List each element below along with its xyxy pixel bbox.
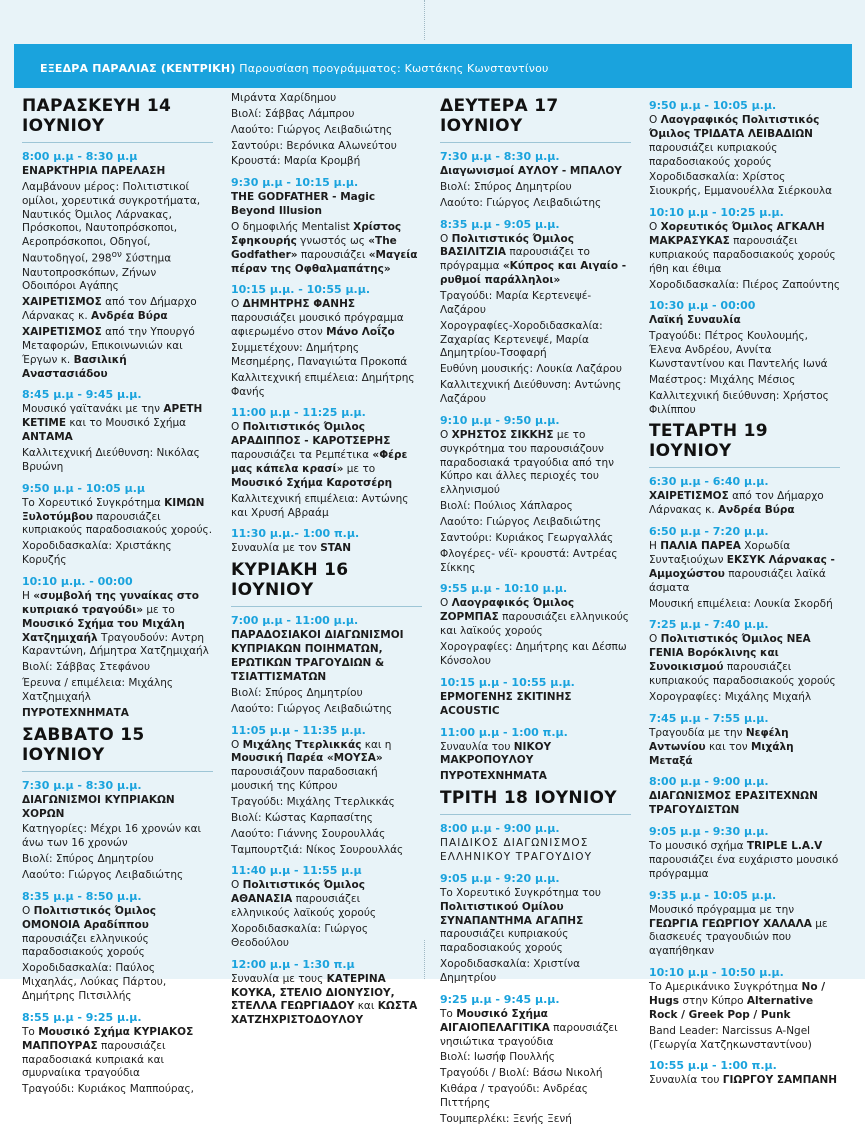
event-detail: Ο δημοφιλής Mentalist Χρίστος Σφηκουρής γνωστός ως «The Godfather» παρουσιάζει «Μαγεία πέραν της Οφθαλμαπάτης»	[231, 221, 418, 275]
event-detail: Κιθάρα / τραγούδι: Ανδρέας Πιττήρης	[440, 1083, 588, 1109]
event-detail: Ευθύνη μουσικής: Λουκία Λαζάρου	[440, 363, 622, 376]
event-detail: Ταμπουρτζιά: Νίκος Σουρουλλάς	[231, 843, 404, 856]
event-detail: Βιολί: Σάββας Λάμπρου	[231, 107, 355, 120]
event-time: 8:00 μ.μ - 8:30 μ.μ	[22, 150, 138, 163]
event-detail: Ο ΔΗΜΗΤΡΗΣ ΦΑΝΗΣ παρουσιάζει μουσικό πρόγραμμα αφιερωμένο στον Μάνο Λοΐζο	[231, 298, 404, 339]
event-detail: Διαγωνισμοί ΑΥΛΟΥ - ΜΠΑΛΟΥ	[440, 165, 622, 177]
event-detail: Καλλιτεχνική διεύθυνση: Χρήστος Φιλίππου	[649, 389, 829, 416]
day-title: ΣΑΒΒΑΤΟ 15 ΙΟΥΝΙΟΥ	[22, 724, 145, 765]
event-time: 11:05 μ.μ - 11:35 μ.μ.	[231, 723, 366, 737]
event-detail: Χοροδιδασκαλία: Χριστάκης Κορυζής	[22, 540, 172, 567]
event-detail: Μιράντα Χαρίδημου	[231, 92, 337, 104]
event-detail: Τραγούδι: Μαρία Κερτενεψέ-Λαζάρου	[440, 290, 592, 316]
event-detail: Καλλιτεχνική Διεύθυνση: Νικόλας Βρυώνη	[22, 446, 200, 473]
event-detail: ΧΑΙΡΕΤΙΣΜΟΣ από την Υπουργό Μεταφορών, Επικοινωνιών και Έργων κ. Βασιλική Αναστασιάδου	[22, 325, 195, 380]
event-detail: Κατηγορίες: Μέχρι 16 χρονών και άνω των 16 χρονών	[22, 823, 202, 850]
event-detail: Το Μουσικό Σχήμα ΑΙΓΑΙΟΠΕΛΑΓΙΤΙΚΑ παρουσιάζει νησιώτικα τραγούδια	[440, 1007, 618, 1048]
event-time: 8:45 μ.μ - 9:45 μ.μ.	[22, 388, 142, 402]
event-time: 9:05 μ.μ - 9:20 μ.μ.	[440, 871, 560, 885]
event-time: 11:30 μ.μ.- 1:00 π.μ.	[231, 527, 360, 541]
event-detail: ΠΥΡΟΤΕΧΝΗΜΑΤΑ	[440, 770, 547, 783]
event-detail: Καλλιτεχνική επιμέλεια: Αντώνης και Χρυσή Αβραάμ	[231, 492, 409, 519]
event-detail: ΠΑΡΑΔΟΣΙΑΚΟΙ ΔΙΑΓΩΝΙΣΜΟΙ ΚΥΠΡΙΑΚΩΝ ΠΟΙΗΜΑΤΩΝ, ΕΡΩΤΙΚΩΝ ΤΡΑΓΟΥΔΙΩΝ & ΤΣΙΑΤΤΙΣΜΑΤΩΝ	[231, 629, 404, 683]
event-detail: Τραγουδία με την Νεφέλη Αντωνίου και τον Μιχάλη Μεταξά	[649, 726, 794, 767]
event-time: 11:40 μ.μ - 11:55 μ.μ	[231, 864, 362, 878]
event-detail: Λαϊκή Συναυλία	[649, 314, 741, 327]
fold-mark-top	[424, 0, 425, 40]
event-time: 10:15 μ.μ - 10:55 μ.μ.	[440, 675, 575, 689]
event-detail: Ο Πολιτιστικός Όμιλος ΟΜΟΝΟΙΑ Αραδίππου παρουσιάζει ελληνικούς παραδοσιακούς χορούς	[22, 904, 156, 959]
event-time: 7:00 μ.μ - 11:00 μ.μ.	[231, 614, 359, 628]
program-column-3	[432, 92, 641, 1125]
event-detail: Το μουσικό σχήμα TRIPLE L.A.V παρουσιάζει ένα ευχάριστο μουσικό πρόγραμμα	[649, 840, 839, 880]
event-detail: Τραγούδι: Κυριάκος Μαππούρας,	[22, 1083, 194, 1096]
event-detail: Συναυλία του ΓΙΩΡΓΟΥ ΣΑΜΠΑΝΗ	[649, 1074, 838, 1087]
day-title: ΔΕΥΤΕΡΑ 17 ΙΟΥΝΙΟΥ	[440, 96, 559, 136]
event-detail: Βιολί: Σπύρος Δημητρίου	[231, 686, 363, 699]
event-detail: THE GODFATHER - Magic Beyond Illusion	[231, 191, 376, 218]
event-time: 9:30 μ.μ - 10:15 μ.μ.	[231, 176, 359, 190]
event-detail: Ο Πολιτιστικός Όμιλος ΑΘΑΝΑΣΙΑ παρουσιάζει ελληνικούς λαϊκούς χορούς	[231, 879, 377, 920]
event-detail: Συναυλία του ΝΙΚΟΥ ΜΑΚΡΟΠΟΥΛΟΥ	[440, 740, 552, 767]
event-detail: Χοροδιδασκαλία: Γιώργος Θεοδούλου	[231, 922, 369, 949]
program-column-1	[14, 92, 223, 1096]
event-detail: Συναυλία με τους ΚΑΤΕΡΙΝΑ ΚΟΥΚΑ, ΣΤΕΛΙΟ ΔΙΟΝΥΣΙΟΥ, ΣΤΕΛΛΑ ΓΕΩΡΓΙΑΔΟΥ και ΚΩΣΤΑ ΧΑΤΖΗΧΡΙΣΤΟΔΟΥΛΟΥ	[231, 972, 418, 1027]
event-time: 9:55 μ.μ - 10:10 μ.μ.	[440, 582, 568, 596]
event-detail: Το Χορευτικό Συγκρότημα ΚΙΜΩΝ Ξυλοτύμβου παρουσιάζει κυπριακούς παραδοσιακούς χορούς.	[22, 496, 213, 537]
event-time: 10:55 μ.μ - 1:00 π.μ.	[649, 1059, 777, 1073]
day-title: ΚΥΡΙΑΚΗ 16 ΙΟΥΝΙΟΥ	[231, 560, 349, 601]
event-detail: ΕΡΜΟΓΕΝΗΣ ΣΚΙΤΙΝΗΣ ACOUSTIC	[440, 690, 572, 717]
event-detail: Χορογραφίες: Δημήτρης και Δέσπω Κόνσολου	[440, 641, 627, 667]
event-detail: Τουμπερλέκι: Ξενής Ξενή	[440, 1112, 572, 1125]
event-detail: Μουσικό πρόγραμμα με την ΓΕΩΡΓΙΑ ΓΕΩΡΓΙΟΥ ΧΑΛΑΛΑ με διασκευές τραγουδιών που αγαπήθηκαν	[649, 903, 828, 958]
event-time: 10:10 μ.μ - 10:50 μ.μ.	[649, 966, 784, 980]
event-time: 8:35 μ.μ - 9:05 μ.μ.	[440, 217, 560, 231]
event-time: 6:30 μ.μ - 6:40 μ.μ.	[649, 475, 769, 489]
divider	[22, 771, 213, 772]
event-time: 8:55 μ.μ - 9:25 μ.μ.	[22, 1010, 142, 1024]
divider	[22, 142, 213, 143]
event-detail: Βιολί: Πούλιος Χάπλαρος	[440, 500, 573, 513]
divider	[440, 814, 631, 815]
event-time: 8:00 μ.μ - 9:00 μ.μ.	[440, 822, 560, 836]
event-time: 7:45 μ.μ - 7:55 μ.μ.	[649, 711, 769, 725]
event-detail: Ο Μιχάλης Ττερλικκάς και η Μουσική Παρέα «ΜΟΥΣΑ» παρουσιάζουν παραδοσιακή μουσική της Κύπρου	[231, 738, 392, 793]
event-time: 8:35 μ.μ - 8:50 μ.μ.	[22, 889, 142, 903]
event-detail: Το Μουσικό Σχήμα ΚΥΡΙΑΚΟΣ ΜΑΠΠΟΥΡΑΣ παρουσιάζει παραδοσιακά κυπριακά και σμυρναίικα τραγούδια	[22, 1025, 194, 1080]
event-time: 6:50 μ.μ - 7:20 μ.μ.	[649, 525, 769, 539]
program-columns	[14, 92, 852, 1125]
event-detail: Βιολί: Σπύρος Δημητρίου	[22, 853, 154, 866]
event-detail: Λαούτο: Γιάννης Σουρουλλάς	[231, 827, 386, 840]
event-detail: Βιολί: Ιωσήφ Πουλλής	[440, 1051, 555, 1064]
event-time: 7:30 μ.μ - 8:30 μ.μ.	[440, 150, 560, 163]
event-detail: Η ΠΑΛΙΑ ΠΑΡΕΑ Χορωδία Συνταξιούχων ΕΚΣΥΚ Λάρνακας - Αμμοχώστου παρουσιάζει λαϊκά άσματα	[649, 540, 835, 594]
event-detail: Χοροδιδασκαλία: Πιέρος Ζαπούντης	[649, 278, 841, 291]
day-title: ΤΕΤΑΡΤΗ 19 ΙΟΥΝΙΟΥ	[649, 421, 768, 462]
stage-banner-text	[40, 62, 549, 75]
event-detail: Συμμετέχουν: Δημήτρης Μεσημέρης, Παναγιώτα Προκοπά	[231, 342, 408, 368]
event-detail: Λαούτο: Γιώργος Λειβαδιώτης	[440, 516, 602, 529]
event-detail: Ο Λαογραφικός Όμιλος ΖΟΡΜΠΑΣ παρουσιάζει ελληνικούς και λαϊκούς χορούς	[440, 597, 629, 638]
event-detail: Η «συμβολή της γυναίκας στο κυπριακό τραγούδι» με το Μουσικό Σχήμα του Μιχάλη Χατζημιχαήλ Τραγουδούν: Αντρη Καραντώνη, Δήμητρα Χατζημιχαήλ	[22, 589, 209, 658]
event-detail: Συναυλία με τον STAN	[231, 542, 352, 555]
event-detail: Καλλιτεχνική επιμέλεια: Δημήτρης Φανής	[231, 371, 415, 398]
event-time: 7:30 μ.μ - 8:30 μ.μ.	[22, 778, 142, 792]
event-detail: Χοροδιδασκαλία: Παύλος Μιχαηλάς, Λούκας Πάρτου, Δημήτρης Πιτσιλλής	[22, 962, 167, 1003]
event-detail: Λαούτο: Γιώργος Λειβαδιώτης	[231, 123, 393, 136]
event-time: 9:50 μ.μ - 10:05 μ.μ.	[649, 99, 777, 112]
event-detail: Λαμβάνουν μέρος: Πολιτιστικοί ομίλοι, χορευτικά συγκροτήματα, Ναυτικός Όμιλος Λάρνακας, Πρόσκοποι, Ναυτοπρόσκοποι, Αεροπρόσκοποι, Οδηγοί, Ναυτοδηγοί, $298^{o\nu}$ Σύστημα Ναυτοπροσκόπων, Ζήνων Οδοιπόροι Αγάπης	[22, 180, 201, 293]
divider	[649, 467, 840, 468]
event-detail: Βιολί: Κώστας Καρπασίτης	[231, 811, 373, 824]
event-detail: ΔΙΑΓΩΝΙΣΜΟΙ ΚΥΠΡΙΑΚΩΝ ΧΟΡΩΝ	[22, 793, 175, 820]
event-detail: Σαντούρι: Βερόνικα Αλωνεύτου	[231, 139, 397, 152]
event-detail: Ο ΧΡΗΣΤΟΣ ΣΙΚΚΗΣ με το συγκρότημα του παρουσιάζουν παραδοσιακά τραγούδια από την Κύπρο και άλλες περιοχές του ελληνισμού	[440, 428, 614, 497]
event-time: 10:15 μ.μ. - 10:55 μ.μ.	[231, 283, 371, 297]
event-detail: Το Αμερικάνικο Συγκρότημα No / Hugs στην Κύπρο Alternative Rock / Greek Pop / Punk	[649, 981, 826, 1021]
event-time: 7:25 μ.μ - 7:40 μ.μ.	[649, 618, 769, 632]
event-detail: Χορογραφίες: Μιχάλης Μιχαήλ	[649, 690, 812, 703]
event-detail: Ο Πολιτιστικός Όμιλος ΒΑΣΙΛΙΤΖΙΑ παρουσιάζει το πρόγραμμα «Κύπρος και Αιγαίο - ρυθμοί παράλληλοι»	[440, 232, 627, 287]
event-detail: ΕΝΑΡΚΤΗΡΙΑ ΠΑΡΕΛΑΣΗ	[22, 165, 166, 177]
event-detail: Ο Λαογραφικός Πολιτιστικός Όμιλος ΤΡΙΔΑΤΑ ΛΕΙΒΑΔΙΩΝ παρουσιάζει κυπριακούς παραδοσιακούς χορούς	[649, 114, 820, 168]
stage-presenter: Παρουσίαση προγράμματος: Κωστάκης Κωνσταντίνου	[239, 62, 549, 75]
event-detail: ΧΑΙΡΕΤΙΣΜΟΣ από τον Δήμαρχο Λάρνακας κ. Ανδρέα Βύρα	[22, 296, 197, 323]
event-detail: Ο Πολιτιστικός Όμιλος ΑΡΑΔΙΠΠΟΣ - ΚΑΡΟΤΣΕΡΗΣ παρουσιάζει τα Ρεμπέτικα «Φέρε μας κάπελα κρασί» με το Μουσικό Σχήμα Καροτσέρη	[231, 421, 408, 489]
divider	[231, 606, 422, 607]
event-detail: Λαούτο: Γιώργος Λειβαδιώτης	[22, 869, 184, 882]
event-detail: Μουσικό γαϊτανάκι με την ΑΡΕΤΗ ΚΕΤΙΜΕ και το Μουσικό Σχήμα ΑΝΤΑΜΑ	[22, 403, 203, 444]
event-time: 10:10 μ.μ - 10:25 μ.μ.	[649, 206, 784, 220]
event-detail: Ο Χορευτικός Όμιλος ΑΓΚΑΛΗ ΜΑΚΡΑΣΥΚΑΣ παρουσιάζει κυπριακούς παραδοσιακούς χορούς ήθη και έθιμα	[649, 221, 836, 275]
event-time: 9:10 μ.μ - 9:50 μ.μ.	[440, 413, 560, 427]
stage-name: ΕΞΕΔΡΑ ΠΑΡΑΛΙΑΣ (ΚΕΝΤΡΙΚΗ)	[40, 62, 236, 75]
program-column-4	[641, 92, 850, 1087]
event-detail: Χοροδιδασκαλία: Χριστίνα Δημητρίου	[440, 958, 581, 984]
event-detail: Τραγούδι / Βιολί: Βάσω Νικολή	[440, 1067, 603, 1080]
event-detail: Λαούτο: Γιώργος Λειβαδιώτης	[440, 196, 602, 209]
event-detail: Καλλιτεχνική Διεύθυνση: Αντώνης Λαζάρου	[440, 379, 622, 406]
event-detail: ΠΑΙΔΙΚΟΣ ΔΙΑΓΩΝΙΣΜΟΣ ΕΛΛΗΝΙΚΟΥ ΤΡΑΓΟΥΔΙΟΥ	[440, 837, 593, 863]
program-column-2	[223, 92, 432, 1027]
event-detail: Βιολί: Σάββας Στεφάνου	[22, 661, 151, 674]
event-detail: Βιολί: Σπύρος Δημητρίου	[440, 180, 572, 193]
event-detail: Λαούτο: Γιώργος Λειβαδιώτης	[231, 702, 393, 715]
event-time: 9:05 μ.μ - 9:30 μ.μ.	[649, 825, 769, 839]
event-time: 9:50 μ.μ - 10:05 μ.μ	[22, 481, 145, 495]
event-detail: Band Leader: Narcissus A-Ngel (Γεωργία Χατζηκωνσταντίνου)	[649, 1024, 812, 1051]
event-detail: Κρουστά: Μαρία Κρομβή	[231, 155, 361, 168]
event-detail: Ο Πολιτιστικός Όμιλος ΝΕΑ ΓΕΝΙΑ Βορόκλινης και Συνοικισμού παρουσιάζει κυπριακούς παραδοσιακούς χορούς	[649, 633, 836, 688]
event-detail: Φλογέρες- νέϊ- κρουστά: Αντρέας Σίκκης	[440, 547, 618, 574]
event-time: 10:30 μ.μ - 00:00	[649, 299, 756, 313]
event-detail: Χορογραφίες-Χοροδιδασκαλία: Ζαχαρίας Κερτενεψέ, Μαρία Δημητρίου-Τσοφαρή	[440, 319, 603, 360]
event-detail: Έρευνα / επιμέλεια: Μιχάλης Χατζημιχαήλ	[22, 677, 174, 703]
event-detail: Χοροδιδασκαλία: Χρίστος Σιουκρής, Εμμανουέλλα Σιέρκουλα	[649, 171, 833, 198]
event-time: 9:35 μ.μ - 10:05 μ.μ.	[649, 888, 777, 902]
event-time: 9:25 μ.μ - 9:45 μ.μ.	[440, 992, 560, 1006]
event-detail: ΠΥΡΟΤΕΧΝΗΜΑΤΑ	[22, 706, 129, 719]
event-time: 11:00 μ.μ - 11:25 μ.μ.	[231, 406, 366, 420]
event-detail: Τραγούδι: Μιχάλης Ττερλικκάς	[231, 795, 395, 808]
event-time: 10:10 μ.μ. - 00:00	[22, 574, 133, 588]
divider	[440, 142, 631, 143]
event-detail: Μουσική επιμέλεια: Λουκία Σκορδή	[649, 597, 833, 610]
event-detail: Μαέστρος: Μιχάλης Μέσιος	[649, 373, 796, 386]
event-detail: Σαντούρι: Κυριάκος Γεωργαλλάς	[440, 531, 614, 544]
event-detail: ΧΑΙΡΕΤΙΣΜΟΣ από τον Δήμαρχο Λάρνακας κ. Ανδρέα Βύρα	[649, 490, 824, 517]
event-time: 11:00 μ.μ - 1:00 π.μ.	[440, 725, 568, 739]
event-detail: Το Χορευτικό Συγκρότημα του Πολιτιστικού Ομίλου ΣΥΝΑΠΑΝΤΗΜΑ ΑΓΑΠΗΣ παρουσιάζει κυπριακούς παραδοσιακούς χορούς	[440, 886, 601, 955]
event-time: 8:00 μ.μ - 9:00 μ.μ.	[649, 775, 769, 789]
event-detail: Τραγούδι: Πέτρος Κουλουμής, Έλενα Ανδρέου, Αννίτα Κωνσταντίνου και Παντελής Ιωνά	[649, 330, 828, 371]
day-title: ΠΑΡΑΣΚΕΥΗ 14 ΙΟΥΝΙΟΥ	[22, 96, 172, 136]
event-time: 12:00 μ.μ - 1:30 π.μ	[231, 957, 355, 971]
event-detail: ΔΙΑΓΩΝΙΣΜΟΣ ΕΡΑΣΙΤΕΧΝΩΝ ΤΡΑΓΟΥΔΙΣΤΩΝ	[649, 790, 818, 817]
day-title: ΤΡΙΤΗ 18 ΙΟΥΝΙΟΥ	[440, 788, 617, 809]
